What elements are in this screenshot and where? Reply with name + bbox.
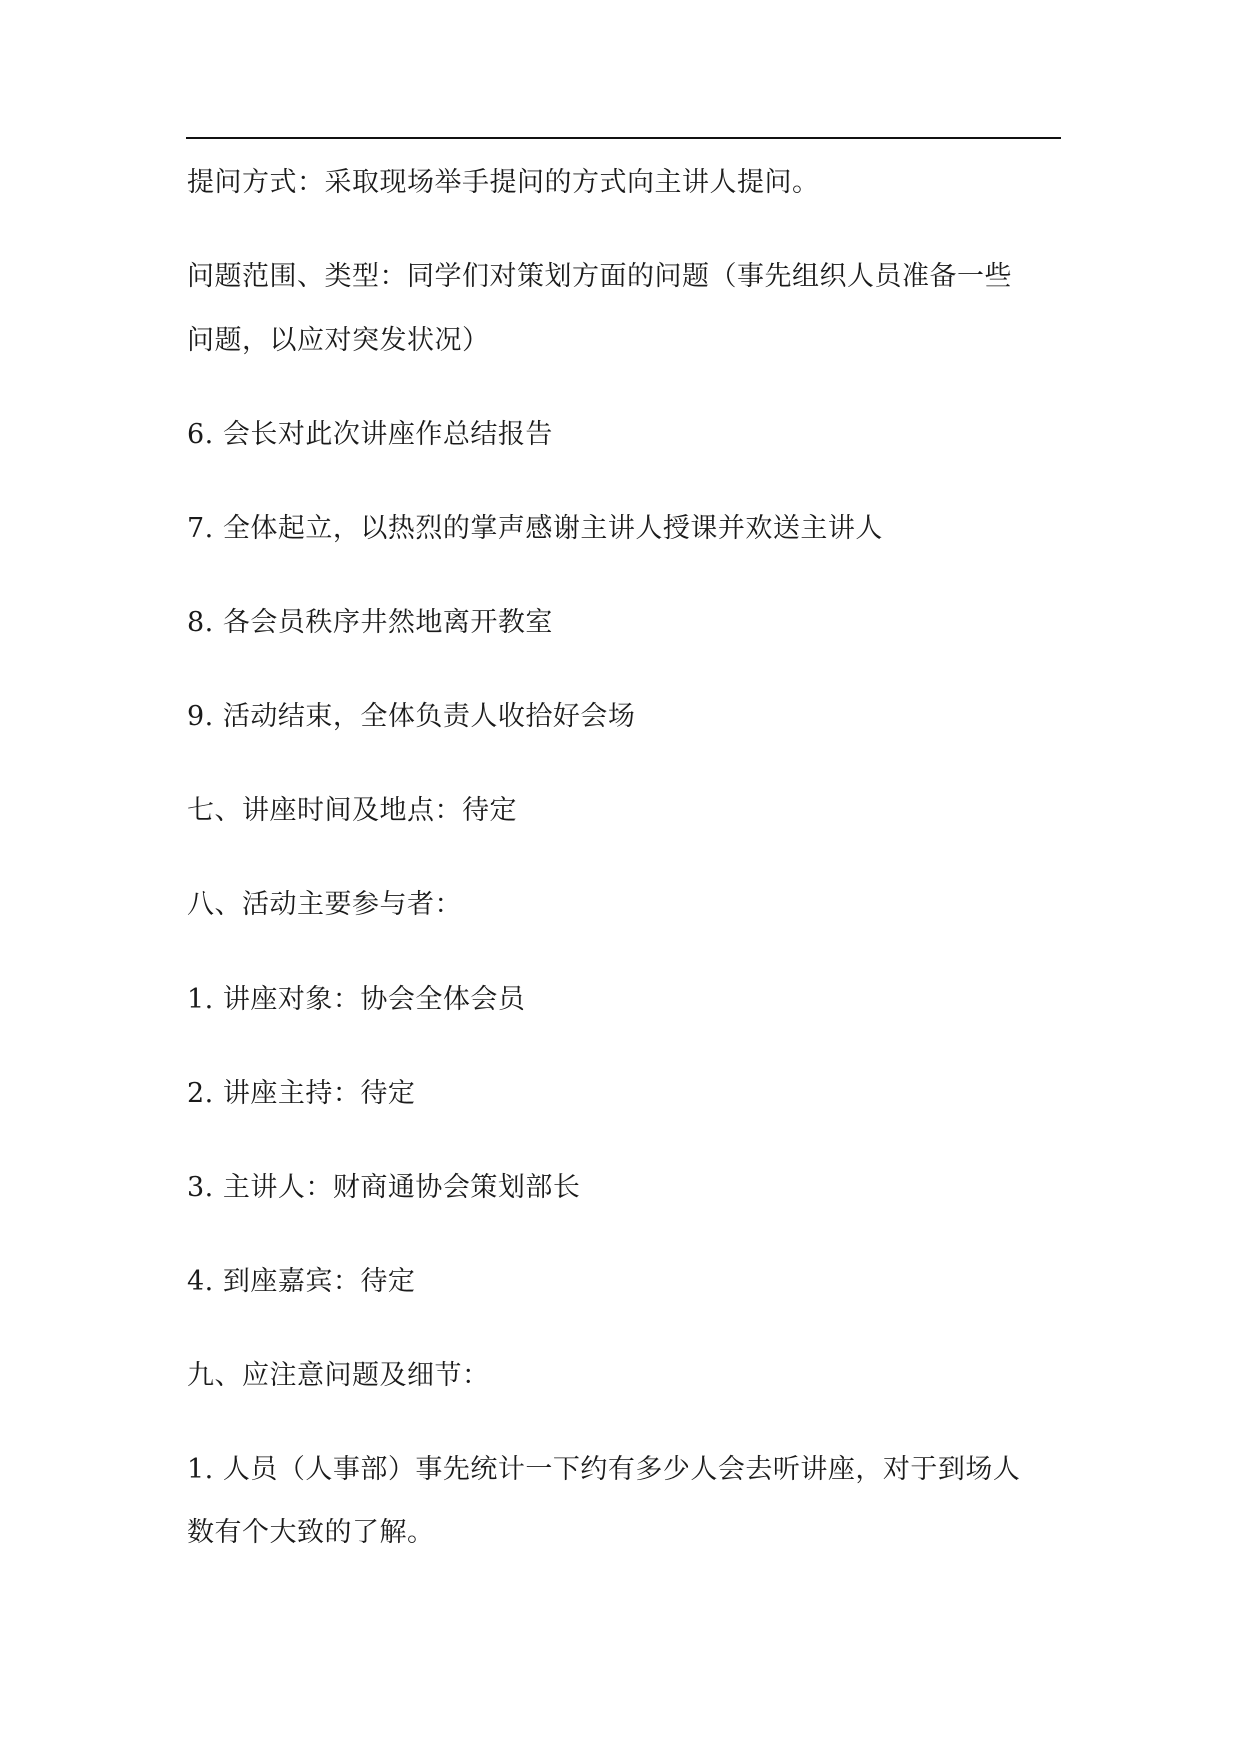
participant-1-line: 1. 讲座对象：协会全体会员	[187, 984, 526, 1015]
question-scope-continuation: 问题，以应对突发状况）	[187, 325, 490, 356]
step-7-line: 7. 全体起立，以热烈的掌声感谢主讲人授课并欢送主讲人	[187, 513, 883, 544]
note-1-continuation: 数有个大致的了解。	[187, 1517, 435, 1548]
step-6-line: 6. 会长对此次讲座作总结报告	[187, 419, 553, 450]
step-9-line: 9. 活动结束，全体负责人收拾好会场	[187, 701, 636, 732]
section-8-heading: 八、活动主要参与者：	[187, 889, 462, 920]
question-scope-line: 问题范围、类型：同学们对策划方面的问题（事先组织人员准备一些	[187, 261, 1012, 292]
question-method-line: 提问方式：采取现场举手提问的方式向主讲人提问。	[187, 167, 820, 198]
section-9-heading: 九、应注意问题及细节：	[187, 1360, 490, 1391]
header-rule	[186, 137, 1061, 139]
note-1-line: 1. 人员（人事部）事先统计一下约有多少人会去听讲座，对于到场人	[187, 1454, 1021, 1485]
participant-4-line: 4. 到座嘉宾：待定	[187, 1266, 416, 1297]
section-7-heading: 七、讲座时间及地点：待定	[187, 795, 517, 826]
participant-3-line: 3. 主讲人：财商通协会策划部长	[187, 1172, 581, 1203]
step-8-line: 8. 各会员秩序井然地离开教室	[187, 607, 553, 638]
participant-2-line: 2. 讲座主持：待定	[187, 1078, 416, 1109]
